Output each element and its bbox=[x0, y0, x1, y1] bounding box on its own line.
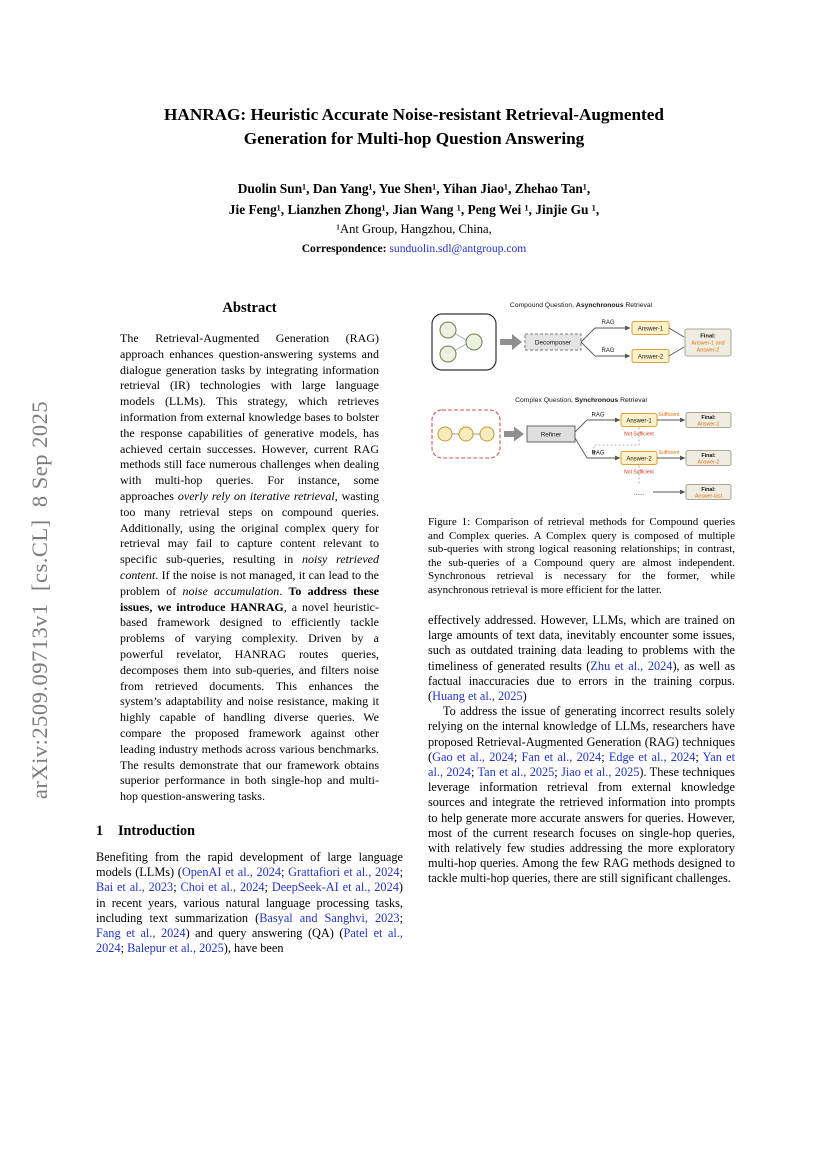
citation-link[interactable]: Gao et al., 2024 bbox=[432, 749, 514, 764]
citation-link[interactable]: Huang et al., 2025 bbox=[432, 689, 523, 704]
query-node bbox=[459, 427, 473, 441]
paper-header bbox=[94, 103, 734, 255]
rag-label: RAG bbox=[591, 450, 605, 457]
connector-line bbox=[581, 328, 595, 342]
query-node bbox=[438, 427, 452, 441]
arrowhead-icon bbox=[625, 354, 631, 359]
text-segment: The Retrieval-Augmented Generation (RAG) approach enhances question-answering systems and dialogue generation tasks by integrating information retrieval (IR) technologies with large language models (LLMs). This strategy, which retrieves information from external knowledge bases to bolster the response capabilities of generative models, has achieved certain successes. However, current RAG methods still face numerous challenges when dealing with multi-hop queries. For instance, some approaches bbox=[120, 331, 379, 503]
author-list bbox=[94, 178, 734, 220]
text-segment: ; bbox=[601, 749, 609, 764]
final-answer-line2: Answer-2 bbox=[696, 347, 720, 354]
sufficient-label: Sufficient bbox=[658, 450, 680, 456]
citation-link[interactable]: Choi et al., 2024 bbox=[180, 880, 265, 895]
text-segment: effectively addressed. However, LLMs, which are trained on large amounts of text data, inevitably encounter some issues, such as outdated training data leading to problems with the timeliness of generated results ( bbox=[428, 613, 735, 673]
citation-link[interactable]: Basyal and Sanghvi, 2023 bbox=[259, 910, 400, 925]
arrowhead-icon bbox=[680, 418, 686, 423]
figure-1-caption: Figure 1: Comparison of retrieval methods for Compound queries and Complex queries. A Complex query is composed of multiple sub-queries with strong logical reasoning relationships; in contrast, the sub-queries of a Compound query are almost independent. Synchronous retrieval is necessary for the former, while asynchronous retrieval is more efficient for the latter. bbox=[428, 516, 735, 596]
section-number: 1 bbox=[96, 822, 104, 839]
text-segment: ; bbox=[173, 880, 181, 895]
citation-link[interactable]: OpenAI et al., 2024 bbox=[181, 865, 282, 880]
text-segment: ; bbox=[399, 910, 403, 925]
decomposer-label: Decomposer bbox=[534, 339, 572, 347]
section-heading-introduction bbox=[96, 823, 403, 840]
final-answer-line1: Answer-1 and bbox=[691, 340, 725, 347]
text-segment: ), have been bbox=[223, 941, 284, 956]
sufficient-label: Sufficient bbox=[658, 412, 680, 418]
text-segment: ; bbox=[264, 880, 272, 895]
text-segment: ; bbox=[399, 865, 403, 880]
text-segment: . bbox=[279, 583, 289, 598]
section-title: Introduction bbox=[118, 822, 195, 839]
title-line-2: Generation for Multi-hop Question Answering bbox=[243, 128, 585, 148]
arxiv-watermark: arXiv:2509.09713v1 [cs.CL] 8 Sep 2025 bbox=[27, 400, 52, 800]
final-label: Final: bbox=[701, 452, 716, 459]
rag-label: RAG bbox=[591, 412, 605, 419]
author-line-2: Jie Feng¹, Lianzhen Zhong¹, Jian Wang ¹, Peng Wei ¹, Jinjie Gu ¹, bbox=[228, 202, 600, 217]
text-segment: ), as well as factual inaccuracies due to errors in the training corpus. ( bbox=[428, 658, 735, 704]
block-arrow-icon bbox=[500, 334, 522, 350]
intro-paragraph-2 bbox=[428, 613, 735, 704]
text-segment: ; bbox=[695, 749, 703, 764]
citation-link[interactable]: Patel et al., 2024 bbox=[96, 925, 403, 956]
final-label: Final: bbox=[701, 414, 716, 421]
text-segment: ; bbox=[470, 765, 478, 780]
query-node bbox=[440, 346, 456, 362]
not-sufficient-label: Not Sufficient bbox=[624, 431, 654, 438]
citation-link[interactable]: Balepur et al., 2025 bbox=[127, 941, 224, 956]
text-segment: , wasting too many retrieval steps on compound queries. Additionally, using the original complex query for retrieval may fail to capture content relevant to specific sub-queries, resulting in bbox=[120, 488, 379, 567]
citation-link[interactable]: Edge et al., 2024 bbox=[608, 749, 696, 764]
text-segment: overly rely on iterative retrieval bbox=[177, 488, 335, 503]
text-segment: Correspondence: bbox=[301, 242, 390, 255]
intro-paragraph-3 bbox=[428, 704, 735, 886]
citation-link[interactable]: Tan et al., 2025 bbox=[477, 765, 555, 780]
figure-bottom-panel bbox=[432, 397, 731, 500]
text-segment: noise accumulation bbox=[182, 583, 280, 598]
block-arrow-icon bbox=[504, 427, 524, 442]
text-segment: ) bbox=[522, 689, 527, 704]
rag-label: RAG bbox=[601, 320, 615, 326]
figure-top-title: Compound Question, Asynchronous Retrieval bbox=[509, 302, 653, 309]
connector-line bbox=[575, 420, 587, 432]
figure1-diagram bbox=[428, 298, 734, 508]
figure-top-panel bbox=[432, 302, 731, 370]
figure-1 bbox=[428, 298, 735, 597]
compound-question-box bbox=[432, 314, 496, 370]
author-line-1: Duolin Sun¹, Dan Yang¹, Yue Shen¹, Yihan Jiao¹, Zhehao Tan¹, bbox=[237, 181, 591, 196]
query-node bbox=[440, 322, 456, 338]
connector-line bbox=[669, 328, 684, 337]
arrowhead-icon bbox=[680, 490, 686, 495]
answer-2-label: Answer-2 bbox=[637, 354, 664, 361]
answer-1-label: Answer-1 bbox=[626, 418, 652, 425]
text-segment: , a novel heuristic-based framework designed to efficiently tackle problems of varying complexity. Driven by a powerful revelator, HANRAG routes queries, decomposes them into sub-queries, and filters noise from retrieved documents. This enhances the system’s adaptability and noise resistance, making it highly capable of handling diverse queries. We compare the proposed framework against other leading industry methods across various benchmarks. The results demonstrate that our framework obtains superior performance in both single-hop and multi-hop question-answering tasks. bbox=[120, 599, 379, 804]
answer-1-label: Answer-1 bbox=[637, 326, 664, 333]
connector-line bbox=[669, 347, 684, 356]
final-answer-1-label: Answer-1 bbox=[697, 421, 720, 428]
not-sufficient-label: Not Sufficient bbox=[624, 469, 654, 476]
figure-bottom-title: Complex Question, Synchronous Retrieval bbox=[515, 397, 647, 404]
text-segment: ; bbox=[513, 749, 522, 764]
connector-line bbox=[575, 438, 587, 458]
answer-2-label: Answer-2 bbox=[626, 456, 652, 463]
final-label: Final: bbox=[701, 486, 716, 493]
text-segment: To address the issue of generating incorrect results solely relying on the internal knowledge of LLMs, researchers have proposed Retrieval-Augmented Generation (RAG) techniques ( bbox=[428, 704, 735, 764]
citation-link[interactable]: Fang et al., 2024 bbox=[96, 925, 186, 940]
text-segment: noisy retrieved content bbox=[120, 552, 379, 582]
connector-line bbox=[581, 342, 595, 356]
final-answer-last-label: Answer-last bbox=[694, 493, 723, 500]
arrowhead-icon bbox=[625, 326, 631, 331]
refiner-label: Refiner bbox=[540, 431, 562, 439]
text-segment: Benefiting from the rapid development of large language models (LLMs) ( bbox=[96, 849, 403, 880]
final-label: Final: bbox=[700, 333, 716, 340]
abstract-text bbox=[96, 331, 403, 805]
arrowhead-icon bbox=[615, 418, 621, 423]
citation-link[interactable]: Yan et al., 2024 bbox=[428, 749, 735, 780]
text-segment: . If the noise is not managed, it can lead to the problem of bbox=[120, 567, 379, 598]
query-node bbox=[480, 427, 494, 441]
affiliation: ¹Ant Group, Hangzhou, China, bbox=[336, 222, 492, 236]
intro-paragraph-1 bbox=[96, 850, 403, 956]
text-segment: ) and query answering (QA) ( bbox=[185, 925, 344, 940]
text-segment: ; bbox=[120, 941, 128, 956]
arrowhead-icon bbox=[615, 456, 621, 461]
text-segment: To address these issues, we introduce HANRAG bbox=[120, 583, 379, 614]
text-segment: ; bbox=[281, 865, 289, 880]
email-link[interactable]: sunduolin.sdl@antgroup.com bbox=[389, 242, 527, 255]
text-segment: ). These techniques leverage information retrieval from external knowledge sources and integrate the retrieved information into prompts to help generate more accurate answers for queries. However, most of the current research focuses on single-hop queries, with relatively few studies addressing the more exploratory multi-hop queries. Among the few RAG methods designed to tackle multi-hop queries, there are still significant challenges. bbox=[428, 765, 735, 886]
text-segment: ) in recent years, various natural language processing tasks, including text summarization ( bbox=[96, 880, 403, 925]
correspondence-line bbox=[94, 242, 734, 255]
citation-link[interactable]: Grattafiori et al., 2024 bbox=[288, 865, 400, 880]
citation-link[interactable]: Jiao et al., 2025 bbox=[561, 765, 640, 780]
text-segment: ; bbox=[554, 765, 562, 780]
arrowhead-icon bbox=[680, 456, 686, 461]
citation-link[interactable]: DeepSeek-AI et al., 2024 bbox=[271, 880, 399, 895]
paper-title bbox=[94, 103, 734, 150]
right-column bbox=[428, 298, 735, 887]
left-column bbox=[96, 298, 403, 956]
citation-link[interactable]: Zhu et al., 2024 bbox=[590, 658, 673, 673]
title-line-1: HANRAG: Heuristic Accurate Noise-resistant Retrieval-Augmented bbox=[164, 105, 664, 124]
ellipsis-label: ...... bbox=[633, 490, 645, 497]
query-node bbox=[466, 334, 482, 350]
final-answer-2-label: Answer-2 bbox=[697, 459, 720, 466]
citation-link[interactable]: Bai et al., 2023 bbox=[96, 880, 174, 895]
rag-label: RAG bbox=[601, 348, 615, 354]
abstract-heading: Abstract bbox=[222, 300, 277, 316]
citation-link[interactable]: Fan et al., 2024 bbox=[521, 749, 602, 764]
